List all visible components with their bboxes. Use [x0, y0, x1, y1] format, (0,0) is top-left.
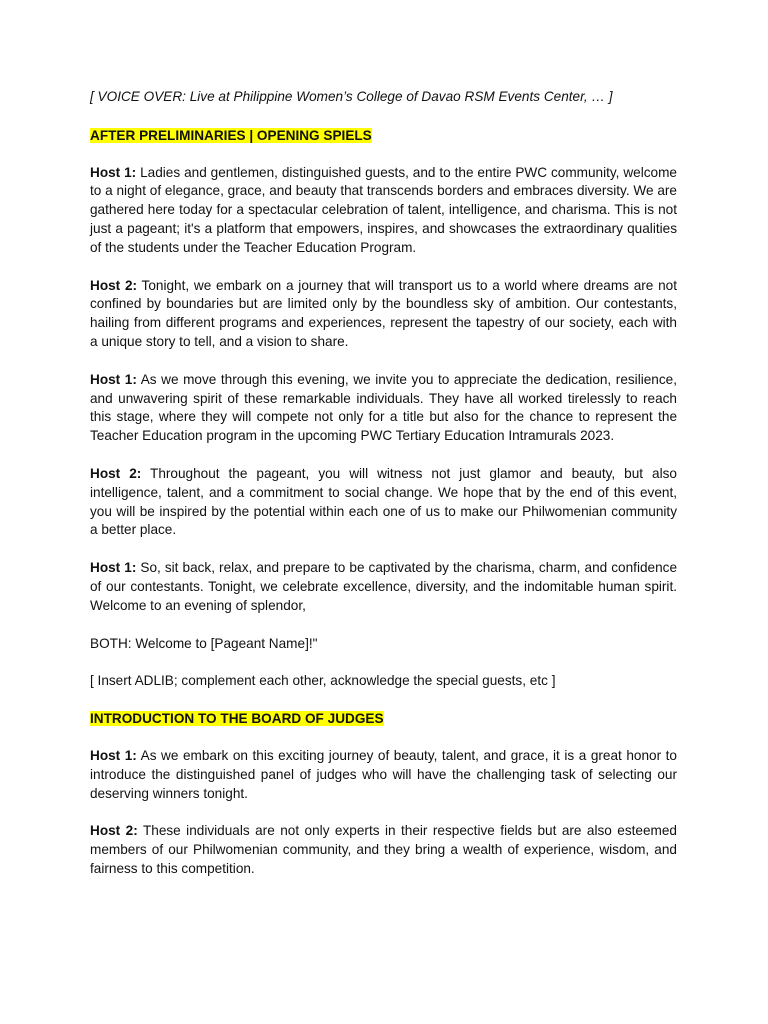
paragraph-text: So, sit back, relax, and prepare to be captivated by the charisma, charm, and confidence of our contestants. Tonight, we celebrate excellence, diversity, and the indomitable human spirit. Welcome to an evening of splendor,	[90, 560, 677, 613]
speaker-label: Host 2:	[90, 823, 138, 839]
paragraph-host1-dedication	[90, 371, 677, 446]
speaker-label: Host 1:	[90, 164, 137, 180]
paragraph-text: Throughout the pageant, you will witness not just glamor and beauty, but also intelligence, talent, and a commitment to social change. We hope that by the end of this event, you will be inspired by the potential within each one of us to make our Philwomenian community a better place.	[90, 465, 677, 538]
section-heading-judges	[90, 710, 677, 729]
speaker-label: Host 2:	[90, 465, 142, 481]
highlighted-heading-text: AFTER PRELIMINARIES | OPENING SPIELS	[90, 127, 372, 143]
paragraph-text: As we move through this evening, we invite you to appreciate the dedication, resilience, and unwavering spirit of these remarkable individuals. They have all worked tirelessly to reach this stage, where they will compete not only for a title but also for the chance to represent the Teacher Education program in the upcoming PWC Tertiary Education Intramurals 2023.	[90, 371, 677, 444]
document-page	[90, 88, 677, 898]
paragraph-text: As we embark on this exciting journey of beauty, talent, and grace, it is a great honor to introduce the distinguished panel of judges who will have the challenging task of selecting our deserving winners tonight.	[90, 747, 677, 801]
speaker-label: Host 2:	[90, 277, 138, 293]
paragraph-host2-judges-members	[90, 822, 677, 878]
paragraph-host1-judges-intro	[90, 747, 677, 803]
voice-over-note: [ VOICE OVER: Live at Philippine Women’s College of Davao RSM Events Center, … ]	[90, 89, 613, 104]
adlib-instruction: [ Insert ADLIB; complement each other, acknowledge the special guests, etc ]	[90, 673, 556, 689]
paragraph-host2-pageant	[90, 465, 677, 540]
paragraph-host1-welcome	[90, 164, 677, 258]
section-heading-opening-spiels	[90, 127, 677, 146]
paragraph-host1-closing	[90, 559, 677, 615]
both-welcome-line: BOTH: Welcome to [Pageant Name]!"	[90, 635, 318, 651]
paragraph-text: Ladies and gentlemen, distinguished guests, and to the entire PWC community, welcome to a night of elegance, grace, and beauty that transcends borders and embraces diversity. We are gathered here today for a spectacular celebration of talent, intelligence, and charisma. This is not just a pageant; it's a platform that empowers, inspires, and showcases the extraordinary qualities of the students under the Teacher Education Program.	[90, 164, 677, 255]
speaker-label: Host 1:	[90, 371, 137, 387]
paragraph-text: Tonight, we embark on a journey that will transport us to a world where dreams are not confined by boundaries but are limited only by the boundless sky of ambition. Our contestants, hailing from different programs and experiences, represent the tapestry of our society, each with a unique story to tell, and a vision to share.	[90, 277, 677, 349]
paragraph-host2-journey	[90, 277, 677, 352]
paragraph-text: These individuals are not only experts in their respective fields but are also esteemed members of our Philwomenian community, and they bring a wealth of experience, wisdom, and fairness to this competition.	[90, 823, 677, 876]
speaker-label: Host 1:	[90, 747, 137, 763]
speaker-label: Host 1:	[90, 560, 137, 576]
highlighted-heading-text: INTRODUCTION TO THE BOARD OF JUDGES	[90, 711, 384, 727]
